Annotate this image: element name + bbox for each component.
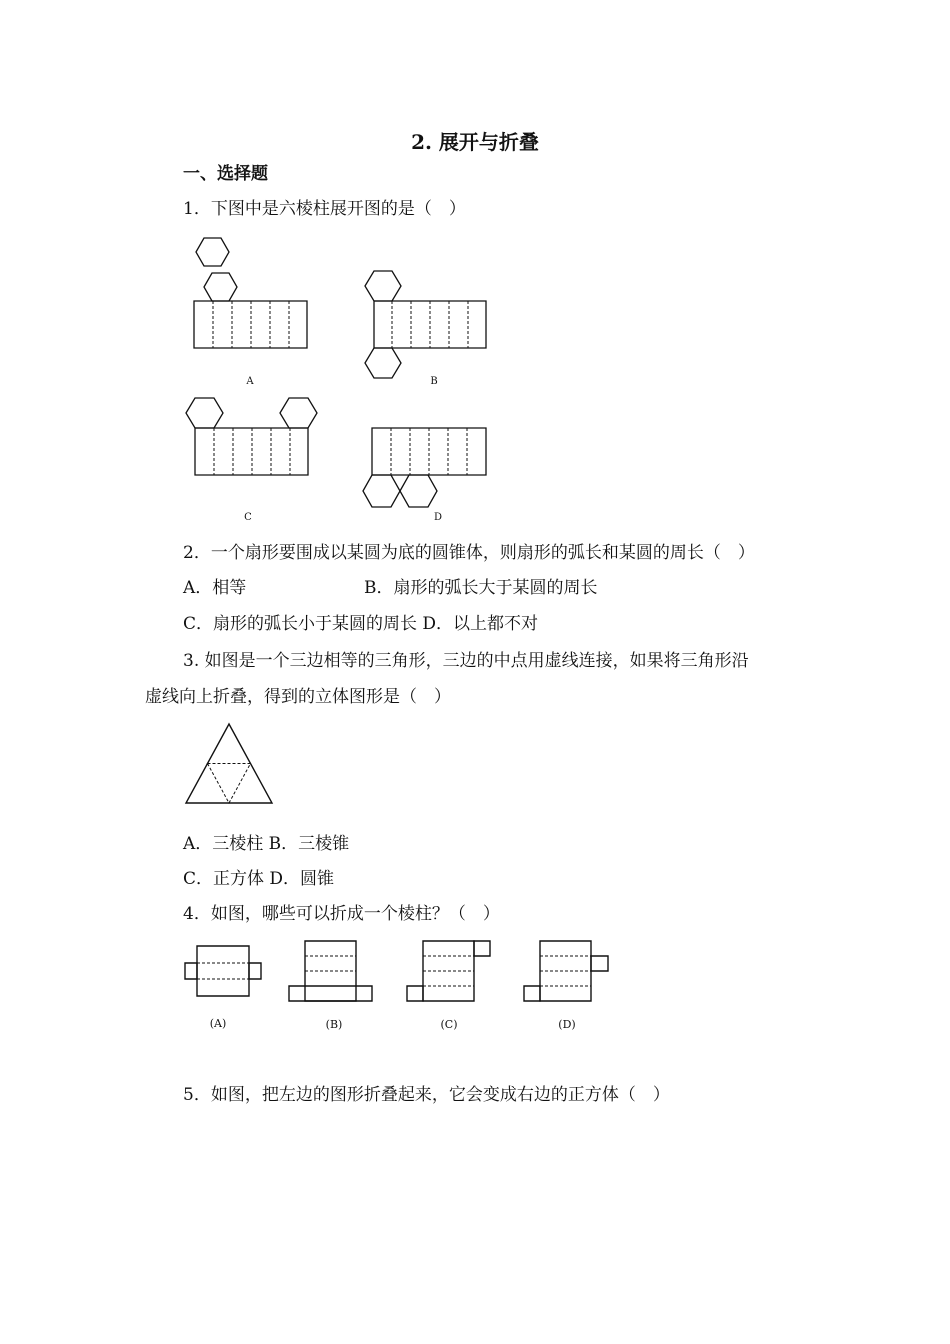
net-option-a	[194, 238, 307, 348]
question-1-stem: 1．下图中是六棱柱展开图的是（ ）	[183, 199, 466, 219]
net-option-d	[363, 428, 486, 507]
question-3-stem-line2: 虚线向上折叠，得到的立体图形是（ ）	[145, 687, 451, 707]
question-3-options-cd: C．正方体 D．圆锥	[183, 869, 335, 889]
question-4-stem: 4．如图，哪些可以折成一个棱柱？（ ）	[183, 904, 500, 924]
hexagonal-prism-nets-figure	[180, 230, 510, 530]
page-title: 2. 展开与折叠	[411, 130, 539, 154]
question-5-stem: 5．如图，把左边的图形折叠起来，它会变成右边的正方体（ ）	[183, 1085, 670, 1105]
prism-label-d: (D)	[558, 1018, 576, 1031]
net-label-a: A	[246, 376, 254, 387]
section-heading: 一、选择题	[183, 164, 268, 184]
prism-net-d	[524, 941, 608, 1001]
question-3-options-ab: A．三棱柱 B．三棱锥	[183, 834, 350, 854]
prism-net-a	[185, 946, 261, 996]
prism-net-c	[407, 941, 490, 1001]
prism-net-b	[289, 941, 372, 1001]
question-2-options-cd: C．扇形的弧长小于某圆的周长 D．以上都不对	[183, 614, 539, 634]
prism-label-b: (B)	[325, 1018, 343, 1031]
question-2-option-a: A．相等	[183, 578, 247, 598]
prism-nets-figure	[180, 935, 620, 1035]
net-option-b	[365, 271, 486, 378]
question-3-stem-line1: 3. 如图是一个三边相等的三角形，三边的中点用虚线连接，如果将三角形沿	[183, 651, 749, 671]
folded-triangle-figure	[180, 718, 280, 810]
question-2-option-b: B．扇形的弧长大于某圆的周长	[364, 578, 598, 598]
prism-label-c: (C)	[440, 1018, 458, 1031]
net-label-b: B	[430, 376, 438, 387]
net-label-d: D	[433, 512, 443, 523]
net-option-c	[186, 398, 317, 475]
question-2-stem: 2．一个扇形要围成以某圆为底的圆锥体，则扇形的弧长和某圆的周长（ ）	[183, 543, 755, 563]
prism-label-a: (A)	[209, 1017, 227, 1030]
net-label-c: C	[244, 512, 252, 523]
